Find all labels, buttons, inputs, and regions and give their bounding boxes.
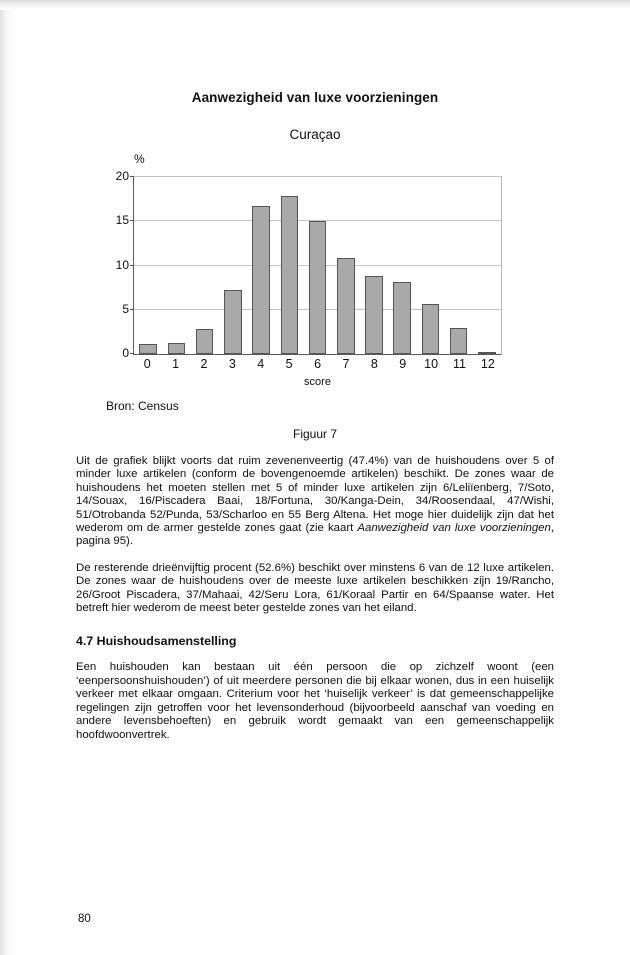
bar-cell	[360, 177, 388, 354]
figure-source-note: Bron: Census	[106, 399, 179, 413]
x-axis-tick-label: 11	[453, 357, 466, 371]
bar	[422, 304, 440, 354]
bar	[309, 221, 327, 354]
x-axis-tick-label: 12	[480, 357, 495, 371]
section-heading-4-7: 4.7 Huishoudsamenstelling	[76, 634, 237, 649]
chart-bars	[134, 177, 501, 354]
y-axis-tick-label: 5	[122, 301, 129, 316]
paragraph-2: De resterende drieënvijftig procent (52.6%) beschikt over minstens 6 van de 12 luxe artikelen. De zones waar de huishoudens over de meeste luxe artikelen beschikken zijn 19/Rancho, 26/Groot Piscadera, 37/Mahaai, 42/Seru Lora, 61/Koraal Partir en 64/Spaanse water. Het betreft hier wederom de meest beter gestelde zones van het eiland.	[76, 561, 554, 615]
x-axis-tick-label: 5	[285, 357, 293, 371]
x-axis-tick-label: 2	[200, 357, 208, 371]
x-axis-tick-label: 10	[424, 357, 439, 371]
y-axis-unit-label: %	[134, 152, 145, 166]
bar	[139, 344, 157, 354]
bar-cell	[134, 177, 162, 354]
bar-cell	[416, 177, 444, 354]
x-axis-tick-label: 7	[342, 357, 350, 371]
y-axis-tick-label: 20	[115, 169, 129, 183]
body-text-column	[76, 455, 554, 742]
bar	[478, 352, 496, 354]
bar	[393, 282, 411, 354]
bar	[252, 206, 270, 354]
bar-cell	[162, 177, 190, 354]
paragraph-1-text-a: Uit de grafiek blijkt voorts dat ruim zevenenveertig (47.4%) van de huishoudens over 5 of minder luxe artikelen (conform de bovengenoemde artikelen) beschikt. De zones waar de huishoudens het moeten stellen met 5 of minder luxe artikelen zijn 6/Leliïenberg, 7/Soto, 14/Souax, 16/Piscadera Baai, 18/Fortuna, 30/Kanga-Dein, 34/Roosendaal, 47/Wishi, 51/Otrobanda 52/Punda, 53/Scharloo en 55 Berg Altena. Het moge hier duidelijk zijn dat het wederom om de armer gestelde zones gaat (zie kaart	[76, 455, 554, 535]
figure-caption: Figuur 7	[292, 427, 338, 441]
x-axis-tick-label: 3	[228, 357, 236, 371]
bar	[224, 290, 242, 354]
paragraph-1	[76, 455, 554, 549]
figure-title: Aanwezigheid van luxe voorzieningen	[191, 90, 439, 105]
x-axis-tick-label: 6	[314, 357, 322, 371]
x-axis-tick-label: 1	[172, 357, 180, 371]
x-axis-tick-label: 0	[143, 357, 151, 371]
y-axis-tick-label: 15	[115, 213, 129, 228]
x-axis-tick-label: 9	[399, 357, 407, 371]
bar	[337, 258, 355, 354]
bar-chart	[104, 152, 508, 388]
y-axis-tick-label: 0	[122, 346, 129, 360]
bar-cell	[445, 177, 473, 354]
bar-cell	[275, 177, 303, 354]
bar	[281, 196, 299, 354]
x-axis-tick-label: 4	[257, 357, 265, 371]
x-axis-label: score	[304, 376, 331, 388]
bar	[168, 343, 186, 354]
paragraph-3: Een huishouden kan bestaan uit één persoon die op zichzelf woont (een ‘eenpersoonshuishouden’) of uit meerdere personen die bij elkaar wonen, dus in een huiselijk verkeer met elkaar omgaan. Criterium voor het ‘huiselijk verkeer’ is dat gemeenschappelijke regelingen zijn getroffen voor het levensonderhoud (bijvoorbeeld aanschaf van voeding en andere levensbehoeften) en gebruik wordt gemaakt van een gemeenschappelijk hoofdwoonvertrek.	[76, 661, 554, 741]
page-number: 80	[78, 913, 91, 925]
bar-cell	[190, 177, 218, 354]
bar-cell	[388, 177, 416, 354]
x-axis-tick-label: 8	[370, 357, 378, 371]
bar	[365, 276, 383, 354]
figure-subtitle: Curaçao	[289, 127, 341, 142]
paragraph-1-map-title: Aanwezigheid van luxe voorzieningen	[357, 522, 551, 535]
bar-cell	[473, 177, 501, 354]
bar-cell	[303, 177, 331, 354]
chart-plot-area	[115, 169, 502, 360]
bar	[196, 329, 214, 354]
y-axis-tick-label: 10	[115, 257, 129, 272]
bar	[450, 328, 468, 354]
bar-cell	[332, 177, 360, 354]
bar-cell	[219, 177, 247, 354]
bar-cell	[247, 177, 275, 354]
x-axis-tick-labels	[133, 357, 502, 371]
paragraph-1-text-b: , pagina 95).	[76, 522, 555, 548]
